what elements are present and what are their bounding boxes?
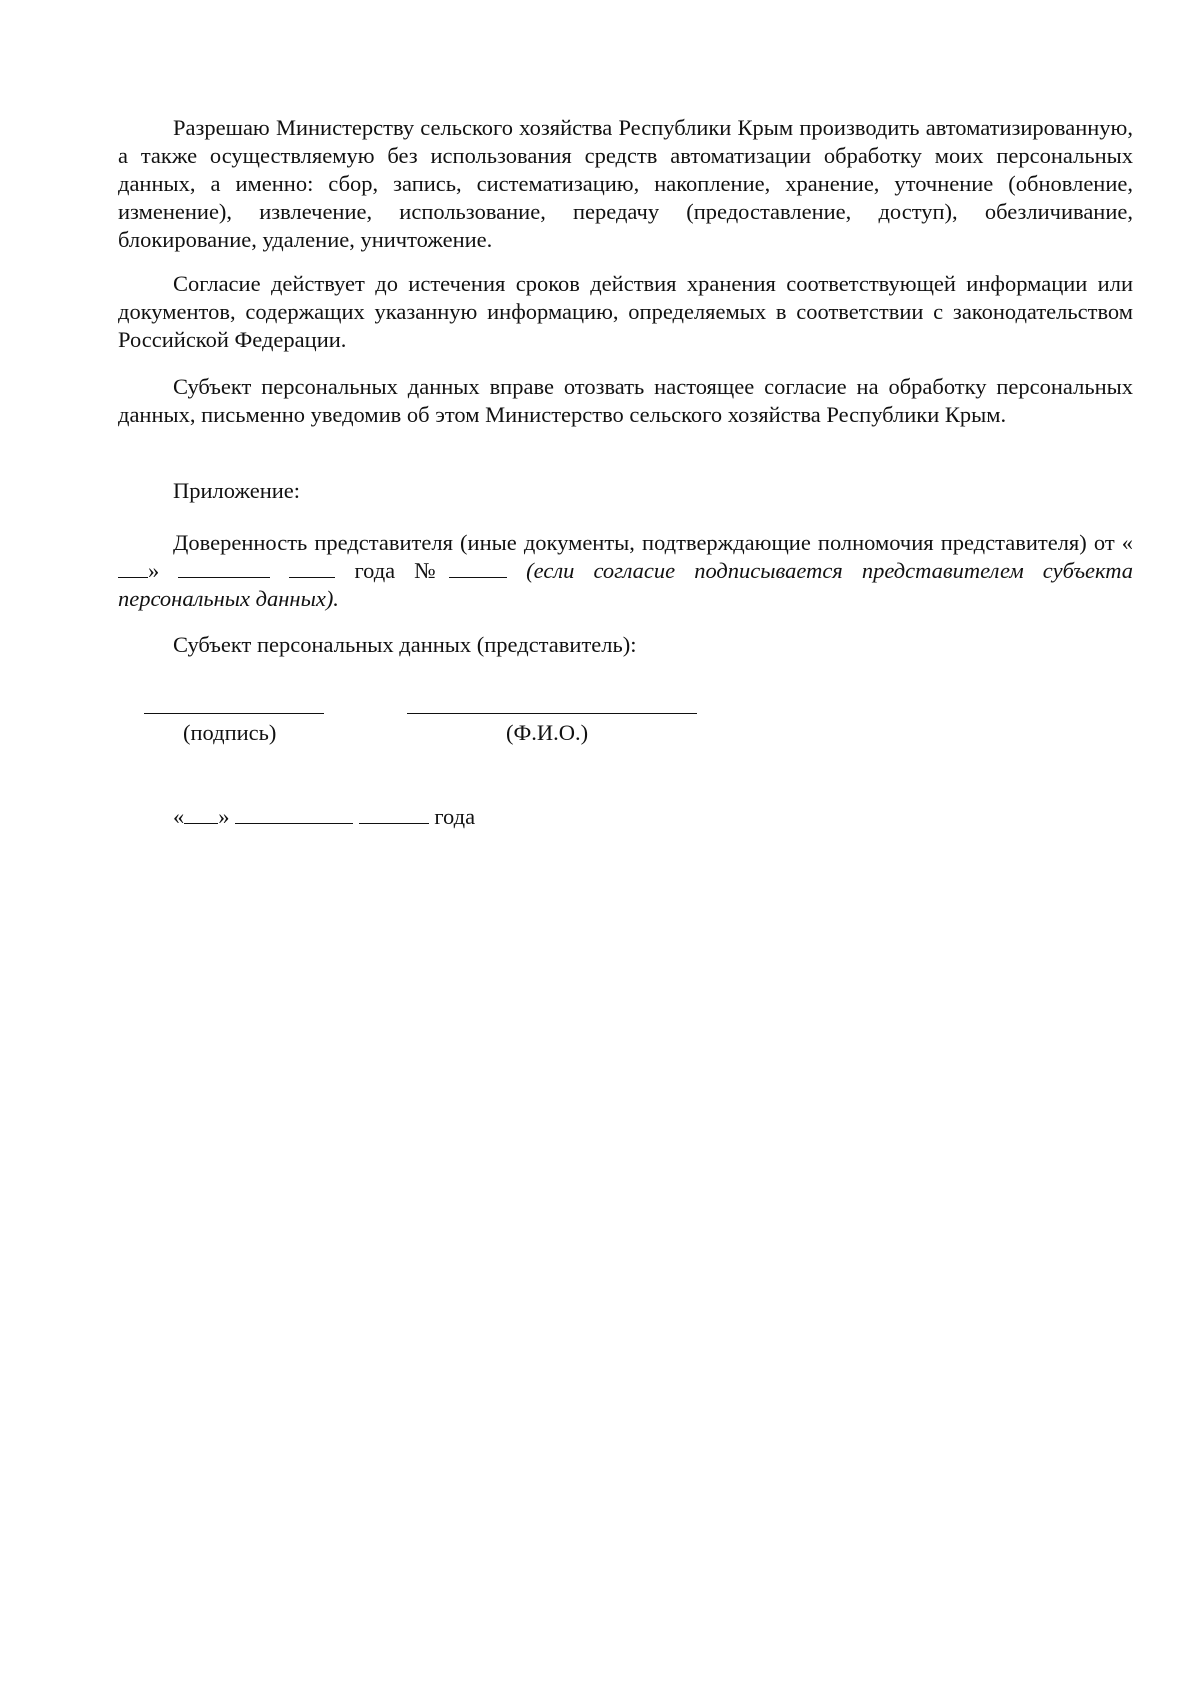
date-quote-close: » <box>218 804 230 829</box>
validity-paragraph <box>118 270 1133 354</box>
poa-day-blank[interactable] <box>118 559 148 578</box>
revocation-text: Субъект персональных данных вправе отозвать настоящее согласие на обработку персональных данных, письменно уведомив об этом Министерство сельского хозяйства Республики Крым. <box>118 374 1133 427</box>
poa-year-blank[interactable] <box>289 559 335 578</box>
poa-month-blank[interactable] <box>178 559 270 578</box>
subject-label: Субъект персональных данных (представитель): <box>173 632 637 657</box>
power-of-attorney-text <box>118 529 1133 613</box>
revocation-paragraph <box>118 373 1133 429</box>
poa-italic-note: (если согласие подписывается представителем субъекта персональных данных). <box>118 558 1134 611</box>
full-name-line[interactable] <box>407 713 697 714</box>
date-quote-open: « <box>173 804 185 829</box>
date-month-blank[interactable] <box>235 805 353 824</box>
power-of-attorney-paragraph <box>118 529 1133 613</box>
poa-quote-close: » <box>148 558 160 583</box>
validity-text: Согласие действует до истечения сроков действия хранения соответствующей информации или документов, содержащих указанную информацию, определяемых в соответствии с законодательством Российской Федерации. <box>118 271 1133 352</box>
date-year-blank[interactable] <box>359 805 429 824</box>
consent-text: Разрешаю Министерству сельского хозяйства Республики Крым производить автоматизированную, а также осуществляемую без использования средств автоматизации обработку моих персональных данных, а именно: сбор, запись, систематизацию, накопление, хранение, уточнение (обновление, изменение), извлечение, использование, передачу (предоставление, доступ), обезличивание, блокирование, удаление, уничтожение. <box>118 115 1133 252</box>
name-caption: (Ф.И.О.) <box>506 720 589 745</box>
date-line <box>173 803 475 831</box>
poa-number-blank[interactable] <box>449 559 507 578</box>
signature-line[interactable] <box>144 713 324 714</box>
consent-paragraph <box>118 114 1133 254</box>
date-year-label: года <box>434 804 476 829</box>
date-day-blank[interactable] <box>184 805 218 824</box>
signature-caption: (подпись) <box>183 720 277 745</box>
poa-year-number-label: года № <box>354 558 450 583</box>
attachment-heading: Приложение: <box>173 478 301 503</box>
poa-text-start: Доверенность представителя (иные документы, подтверждающие полномочия представителя) от « <box>173 530 1133 555</box>
